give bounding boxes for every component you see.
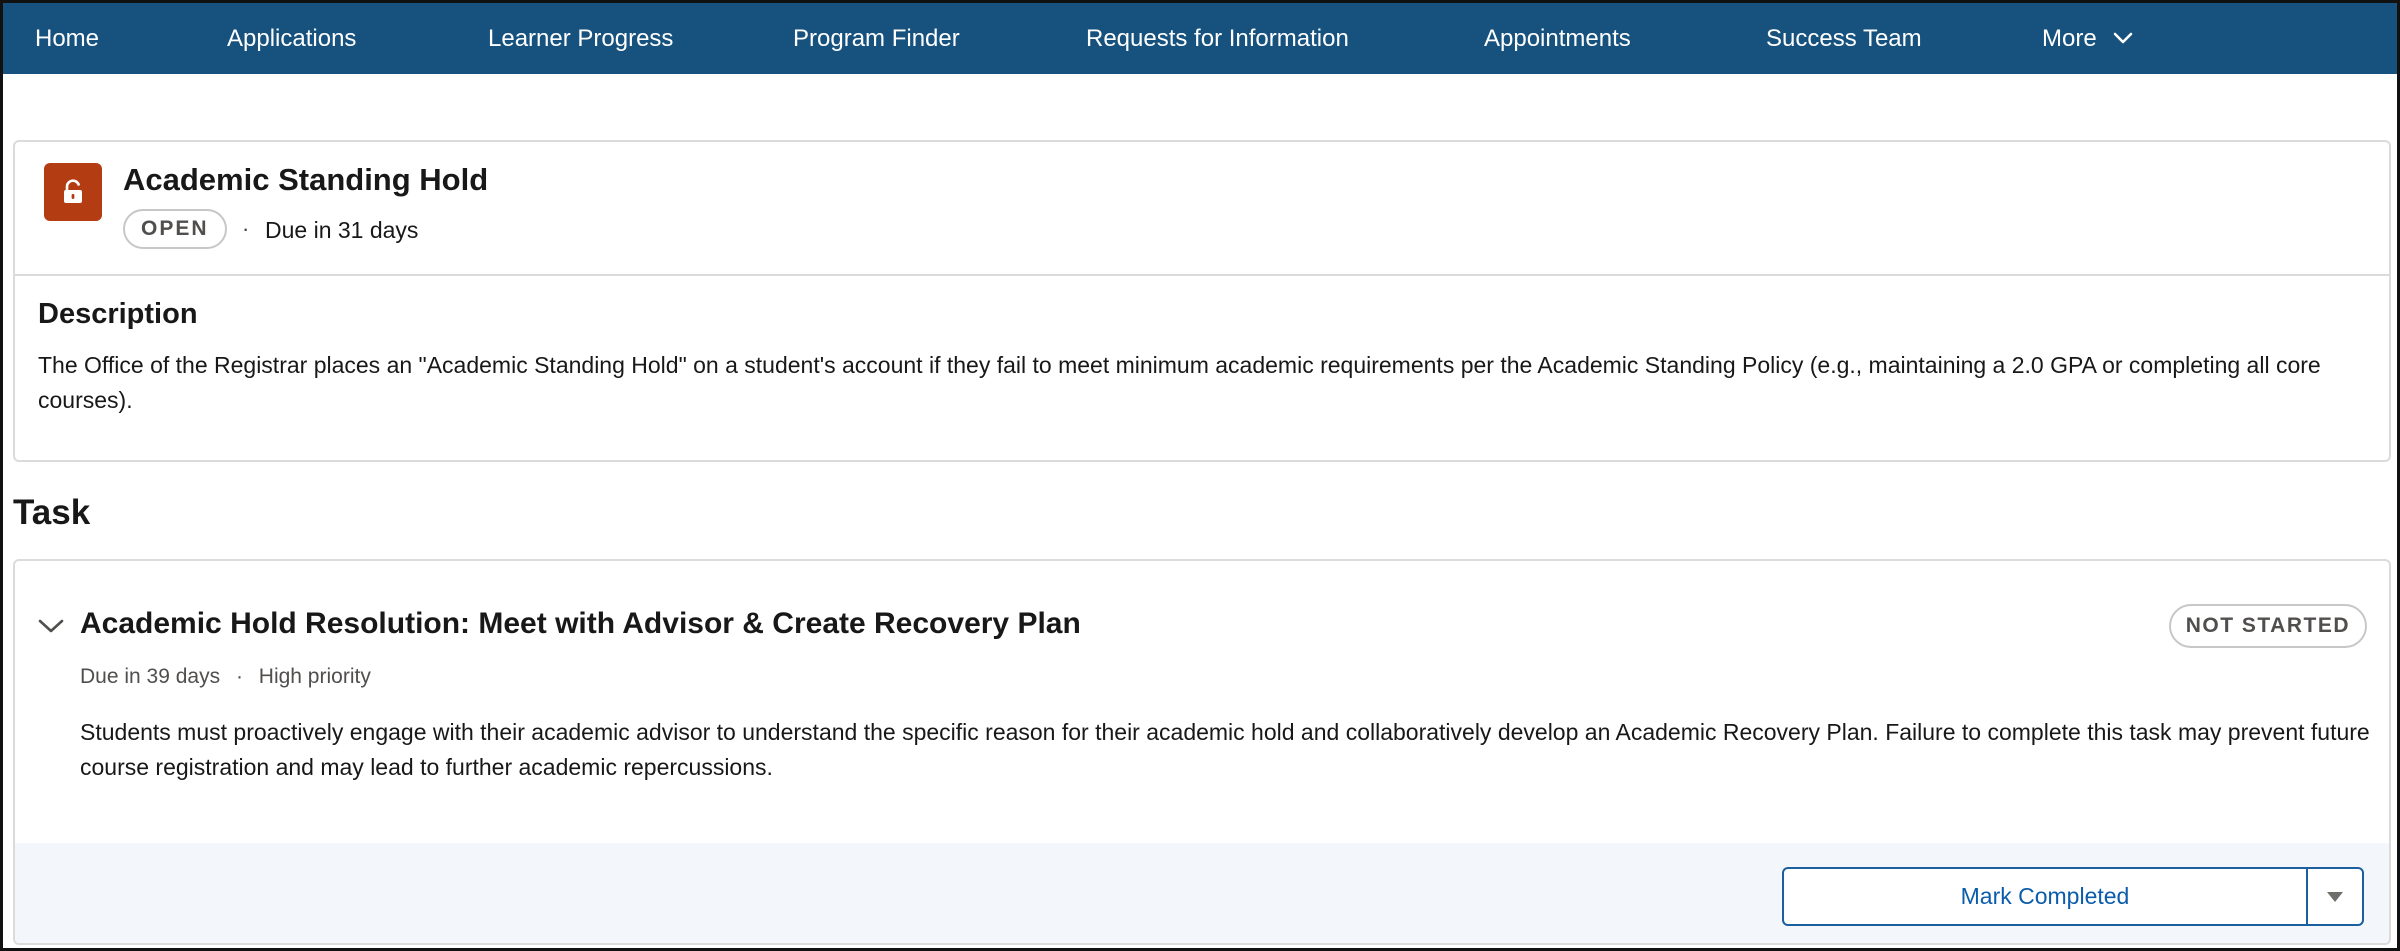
chevron-down-icon: [2113, 2, 2133, 73]
hold-due-date: Due in 31 days: [265, 217, 419, 243]
hold-description: The Office of the Registrar places an "Academic Standing Hold" on a student's account if they fail to meet minimum academic requirements per the Academic Standing Policy (e.g., maintaining a 2.0 GPA or completing all core courses).: [38, 352, 2321, 413]
hold-status-badge: OPEN: [123, 209, 227, 249]
description-heading: Description: [38, 298, 198, 330]
nav-item-success-team[interactable]: Success Team: [1766, 25, 1922, 52]
hold-record-card: [13, 140, 2391, 462]
nav-item-applications[interactable]: Applications: [227, 25, 357, 52]
mark-completed-split-button: [1782, 867, 2364, 926]
nav-item-more[interactable]: [2042, 3, 2133, 74]
separator-dot: ·: [235, 665, 243, 688]
separator-dot: ·: [242, 216, 250, 241]
mark-completed-button[interactable]: Mark Completed: [1960, 883, 2130, 909]
task-description: Students must proactively engage with their academic advisor to understand the specific reason for their academic hold and collaboratively develop an Academic Recovery Plan. Failure to complete this task may prevent future course registration and may lead to further academic repercussions.: [80, 719, 2370, 780]
nav-item-home[interactable]: Home: [35, 25, 100, 52]
hold-header: [15, 142, 2389, 276]
nav-item-requests-for-information[interactable]: Requests for Information: [1086, 25, 1349, 52]
nav-item-appointments[interactable]: Appointments: [1484, 25, 1631, 52]
task-meta: [80, 665, 371, 689]
nav-more-label: More: [2042, 25, 2097, 52]
caret-down-icon[interactable]: [2306, 869, 2362, 924]
unlock-icon: [44, 163, 102, 221]
task-priority: High priority: [258, 665, 371, 688]
nav-item-learner-progress[interactable]: Learner Progress: [488, 25, 674, 52]
task-status-badge: NOT STARTED: [2169, 604, 2367, 648]
nav-item-program-finder[interactable]: Program Finder: [793, 25, 960, 52]
task-title[interactable]: Academic Hold Resolution: Meet with Advisor & Create Recovery Plan: [80, 607, 1081, 640]
task-section-heading: Task: [13, 493, 91, 532]
task-due-date: Due in 39 days: [80, 665, 221, 688]
task-card: [13, 559, 2391, 945]
chevron-down-icon[interactable]: [37, 616, 65, 641]
top-navigation-bar: [3, 3, 2397, 74]
task-footer: [15, 843, 2389, 945]
hold-title: Academic Standing Hold: [123, 162, 489, 197]
